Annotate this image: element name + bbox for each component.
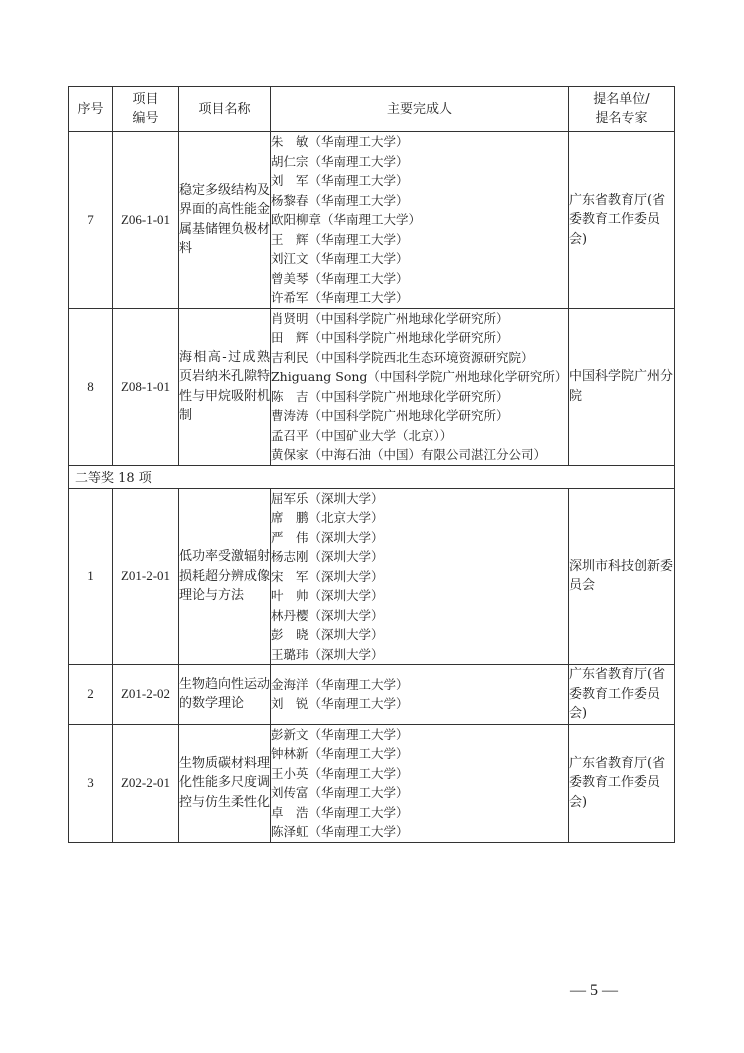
cell-project-name: 低功率受激辐射损耗超分辨成像理论与方法 <box>179 488 271 665</box>
cell-project-name: 生物趋向性运动的数学理论 <box>179 665 271 725</box>
section-body <box>69 465 675 488</box>
table-row <box>69 665 675 725</box>
cell-code: Z02-2-01 <box>113 724 179 842</box>
person-entry: 杨黎春（华南理工大学） <box>271 192 409 208</box>
person-entry: 屈军乐（深圳大学） <box>271 490 384 506</box>
person-entry: 欧阳柳章（华南理工大学） <box>271 212 422 227</box>
person-entry: 金海洋（华南理工大学） <box>271 676 409 692</box>
person-entry: 王 辉（华南理工大学） <box>271 231 409 247</box>
header-org-line2: 提名专家 <box>595 111 648 126</box>
header-org <box>569 87 675 132</box>
first-prize-rows <box>69 132 675 466</box>
person-entry: 叶 帅（深圳大学） <box>271 588 384 603</box>
person-entry: 陈 吉（中国科学院广州地球化学研究所） <box>271 388 509 404</box>
person-entry: 刘江文（华南理工大学） <box>271 251 409 266</box>
person-entry: 肖贤明（中国科学院广州地球化学研究所） <box>271 310 509 326</box>
cell-people <box>271 308 569 465</box>
cell-seq: 8 <box>69 308 113 465</box>
header-org-line1: 提名单位/ <box>593 92 650 107</box>
table-row <box>69 724 675 842</box>
person-entry: 黄保家（中海石油（中国）有限公司湛江分公司） <box>271 447 547 462</box>
header-seq: 序号 <box>69 87 113 132</box>
table-row <box>69 308 675 465</box>
person-entry: 曹涛涛（中国科学院广州地球化学研究所） <box>271 408 509 423</box>
header-name: 项目名称 <box>179 87 271 132</box>
header-code-line1: 项目 <box>132 92 159 107</box>
cell-nominator: 深圳市科技创新委员会 <box>569 488 675 665</box>
person-entry: 宋 军（深圳大学） <box>271 568 384 584</box>
person-entry: 田 辉（中国科学院广州地球化学研究所） <box>271 330 509 345</box>
cell-seq: 1 <box>69 488 113 665</box>
cell-people <box>271 665 569 725</box>
person-entry: 钟林新（华南理工大学） <box>271 746 409 761</box>
header-code <box>113 87 179 132</box>
cell-seq: 3 <box>69 724 113 842</box>
table-row <box>69 488 675 665</box>
person-entry: 杨志刚（深圳大学） <box>271 549 384 564</box>
cell-people <box>271 724 569 842</box>
cell-nominator: 广东省教育厅(省委教育工作委员会) <box>569 665 675 725</box>
person-entry: 刘 军（华南理工大学） <box>271 173 409 188</box>
person-entry: 吉利民（中国科学院西北生态环境资源研究院） <box>271 349 534 365</box>
person-entry: 胡仁宗（华南理工大学） <box>271 153 409 169</box>
person-entry: 王小英（华南理工大学） <box>271 765 409 781</box>
cell-nominator: 广东省教育厅(省委教育工作委员会) <box>569 724 675 842</box>
person-entry: 曾美琴（华南理工大学） <box>271 270 409 286</box>
person-entry: 彭新文（华南理工大学） <box>271 726 409 742</box>
page-number: — 5 — <box>570 982 618 999</box>
person-entry: 刘传富（华南理工大学） <box>271 785 409 800</box>
person-entry: 林丹樱（深圳大学） <box>271 607 384 623</box>
person-entry: 彭 晓（深圳大学） <box>271 627 384 642</box>
cell-seq: 7 <box>69 132 113 309</box>
award-table <box>68 86 675 843</box>
header-code-line2: 编号 <box>132 111 159 126</box>
person-entry: 陈泽虹（华南理工大学） <box>271 824 409 839</box>
cell-project-name: 稳定多级结构及界面的高性能金属基储锂负极材料 <box>179 132 271 309</box>
cell-code: Z08-1-01 <box>113 308 179 465</box>
person-entry: 席 鹏（北京大学） <box>271 510 384 525</box>
person-entry: 许希军（华南理工大学） <box>271 290 409 305</box>
cell-seq: 2 <box>69 665 113 725</box>
cell-nominator: 中国科学院广州分院 <box>569 308 675 465</box>
section-label: 二等奖 18 项 <box>69 465 675 488</box>
cell-code: Z01-2-02 <box>113 665 179 725</box>
person-entry: 孟召平（中国矿业大学（北京）） <box>271 427 453 443</box>
cell-code: Z01-2-01 <box>113 488 179 665</box>
table-row <box>69 132 675 309</box>
cell-nominator: 广东省教育厅(省委教育工作委员会) <box>569 132 675 309</box>
cell-people <box>271 132 569 309</box>
person-entry: 王璐玮（深圳大学） <box>271 646 384 662</box>
cell-people <box>271 488 569 665</box>
header-people: 主要完成人 <box>271 87 569 132</box>
cell-code: Z06-1-01 <box>113 132 179 309</box>
table-header-row <box>69 87 675 132</box>
cell-project-name: 海相高-过成熟页岩纳米孔隙特性与甲烷吸附机制 <box>179 308 271 465</box>
person-entry: 朱 敏（华南理工大学） <box>271 134 409 149</box>
person-entry: 卓 浩（华南理工大学） <box>271 804 409 820</box>
cell-project-name: 生物质碳材料理化性能多尺度调控与仿生柔性化 <box>179 724 271 842</box>
person-entry: 严 伟（深圳大学） <box>271 529 384 545</box>
section-row <box>69 465 675 488</box>
second-prize-rows <box>69 488 675 842</box>
person-entry: 刘 锐（华南理工大学） <box>271 696 409 712</box>
person-entry: Zhiguang Song（中国科学院广州地球化学研究所） <box>271 369 568 384</box>
